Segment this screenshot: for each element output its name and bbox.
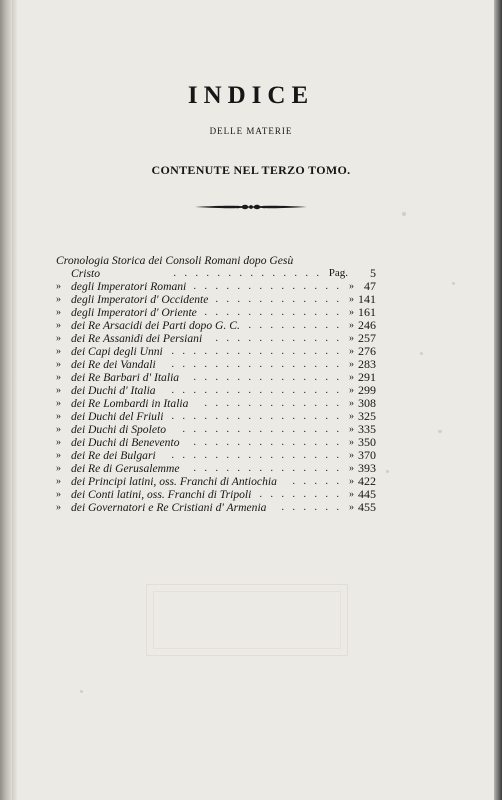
ditto-mark: » — [56, 476, 61, 487]
toc-entry-page: 47 — [364, 279, 376, 293]
toc-entry-text: dei Duchi d' Italia — [71, 384, 156, 397]
toc-entry-page: 350 — [358, 435, 376, 449]
ditto-mark-page: » — [349, 359, 354, 370]
foxing-spot — [420, 352, 423, 355]
leader-dots: . . . . . . . . . . . . . — [204, 398, 342, 409]
ditto-mark-page: » — [349, 385, 354, 396]
toc-entries — [56, 280, 376, 514]
toc-entry-text: degli Imperatori d' Oriente — [71, 306, 197, 319]
toc-entry-page: 257 — [358, 331, 376, 345]
toc-entry-text: dei Duchi di Spoleto — [71, 423, 166, 436]
leader-dots: . . . . . . . . . . . . . . . . — [171, 450, 342, 461]
ditto-mark-page: » — [349, 463, 354, 474]
ditto-mark: » — [56, 359, 61, 370]
ditto-mark-page: » — [349, 281, 354, 292]
toc-entry-text: dei Duchi del Friuli — [71, 410, 164, 423]
toc-entry-page: 299 — [358, 383, 376, 397]
leader-dots: . . . . . . — [281, 502, 342, 513]
toc-entry-text: dei Re Arsacidi dei Parti dopo G. C. — [71, 319, 240, 332]
toc-row — [56, 332, 376, 345]
ditto-mark: » — [56, 307, 61, 318]
page-label: Pag. — [328, 267, 348, 279]
leader-dots: . . . . . . . . . . . . . . — [193, 463, 342, 474]
ditto-mark-page: » — [349, 320, 354, 331]
ditto-mark-page: » — [349, 489, 354, 500]
ditto-mark: » — [56, 489, 61, 500]
toc-entry-page: 308 — [358, 396, 376, 410]
leader-dots: . . . . . . . . . . . . — [215, 294, 342, 305]
page-binding-edge — [0, 0, 12, 800]
toc-entry-text: dei Governatori e Re Cristiani d' Armenia — [71, 501, 267, 514]
toc-entry-page: 445 — [358, 487, 376, 501]
toc-row — [56, 475, 376, 488]
toc-entry-page: 335 — [358, 422, 376, 436]
subtitle-materie: DELLE MATERIE — [209, 126, 293, 136]
page-binding-shadow — [12, 0, 18, 800]
foxing-spot — [386, 470, 389, 473]
page-right-edge — [494, 0, 502, 800]
foxing-spot — [438, 430, 442, 433]
toc-entry-text: dei Re di Gerusalemme — [71, 462, 180, 475]
toc-row — [56, 371, 376, 384]
leader-dots: . . . . . . . . — [259, 489, 342, 500]
toc-row — [56, 358, 376, 371]
toc-row — [56, 384, 376, 397]
ditto-mark: » — [56, 385, 61, 396]
ditto-mark: » — [56, 346, 61, 357]
ditto-mark: » — [56, 294, 61, 305]
ditto-mark-page: » — [349, 372, 354, 383]
table-of-contents — [56, 254, 376, 514]
toc-entry-text: dei Re dei Bulgari — [71, 449, 156, 462]
toc-entry-page: 291 — [358, 370, 376, 384]
toc-row — [56, 306, 376, 319]
toc-entry-page: 5 — [370, 266, 376, 280]
ditto-mark: » — [56, 281, 61, 292]
leader-dots: . . . . . . . . . . . . . . — [173, 268, 322, 279]
ditto-mark-page: » — [349, 346, 354, 357]
leader-dots: . . . . . . . . . . . . — [215, 333, 342, 344]
toc-entry-page: 283 — [358, 357, 376, 371]
leader-dots: . . . . . . . . . . . . . — [204, 307, 342, 318]
toc-row — [56, 488, 376, 501]
leader-dots: . . . . . . . . . . . . . . . . — [171, 385, 342, 396]
ditto-mark-page: » — [349, 333, 354, 344]
leader-dots: . . . . . . . . . . . . . . . . — [171, 359, 342, 370]
toc-row — [56, 501, 376, 514]
ditto-mark: » — [56, 411, 61, 422]
toc-entry-page: 393 — [358, 461, 376, 475]
ditto-mark: » — [56, 372, 61, 383]
toc-entry-page: 161 — [358, 305, 376, 319]
toc-row — [56, 345, 376, 358]
ditto-mark: » — [56, 502, 61, 513]
library-stamp-border — [153, 591, 341, 649]
ditto-mark-page: » — [349, 307, 354, 318]
foxing-spot — [452, 282, 455, 285]
leader-dots: . . . . . . . . . . . . . . . . — [171, 346, 342, 357]
ditto-mark: » — [56, 424, 61, 435]
toc-entry-page: 370 — [358, 448, 376, 462]
ditto-mark-page: » — [349, 398, 354, 409]
toc-row — [56, 319, 376, 332]
toc-row — [56, 410, 376, 423]
leader-dots: . . . . . . . . . — [248, 320, 342, 331]
leader-dots: . . . . . . . . . . . . . . — [193, 437, 342, 448]
leader-dots: . . . . . — [292, 476, 342, 487]
toc-row — [56, 293, 376, 306]
ornament-divider-icon — [193, 202, 309, 212]
toc-entry-page: 276 — [358, 344, 376, 358]
toc-row — [56, 436, 376, 449]
ditto-mark: » — [56, 437, 61, 448]
toc-entry-text: degli Imperatori Romani — [71, 280, 187, 293]
library-stamp — [146, 584, 348, 656]
ditto-mark: » — [56, 333, 61, 344]
toc-entry-text: dei Capi degli Unni — [71, 345, 163, 358]
ditto-mark: » — [56, 450, 61, 461]
ditto-mark: » — [56, 463, 61, 474]
toc-entry-text: dei Re Assanidi dei Persiani — [71, 332, 203, 345]
toc-row — [56, 423, 376, 436]
page-title: INDICE — [187, 82, 315, 109]
toc-entry-text: dei Conti latini, oss. Franchi di Tripoli — [71, 488, 252, 501]
toc-entry-page: 455 — [358, 500, 376, 514]
ditto-mark-page: » — [349, 450, 354, 461]
foxing-spot — [80, 690, 83, 693]
ditto-mark-page: » — [349, 294, 354, 305]
ditto-mark-page: » — [349, 437, 354, 448]
leader-dots: . . . . . . . . . . . . . . . . — [171, 411, 342, 422]
foxing-spot — [402, 212, 406, 216]
toc-row-first — [56, 267, 376, 280]
toc-entry-page: 246 — [358, 318, 376, 332]
toc-entry-page: 141 — [358, 292, 376, 306]
toc-entry-text: degli Imperatori d' Occidente — [71, 293, 209, 306]
toc-entry-text: dei Principi latini, oss. Franchi di Antiochia — [71, 475, 277, 488]
subtitle-volume: CONTENUTE NEL TERZO TOMO. — [151, 163, 351, 177]
toc-entry-text: dei Re dei Vandali — [71, 358, 156, 371]
toc-row — [56, 280, 376, 293]
toc-entry-page: 422 — [358, 474, 376, 488]
ditto-mark-page: » — [349, 476, 354, 487]
toc-row — [56, 462, 376, 475]
ditto-mark-page: » — [349, 411, 354, 422]
leader-dots: . . . . . . . . . . . . . . — [193, 372, 342, 383]
ditto-mark-page: » — [349, 424, 354, 435]
leader-dots: . . . . . . . . . . . . . . — [193, 281, 342, 292]
ditto-mark-page: » — [349, 502, 354, 513]
toc-intro-line: Cronologia Storica dei Consoli Romani dopo Gesù — [56, 254, 294, 267]
toc-row — [56, 397, 376, 410]
toc-row — [56, 449, 376, 462]
ditto-mark: » — [56, 398, 61, 409]
toc-entry-text: dei Re Barbari d' Italia — [71, 371, 180, 384]
toc-entry-text: dei Re Lombardi in Italia — [71, 397, 189, 410]
ditto-mark: » — [56, 320, 61, 331]
leader-dots: . . . . . . . . . . . . . . . — [182, 424, 342, 435]
toc-entry-text: dei Duchi di Benevento — [71, 436, 180, 449]
toc-entry-page: 325 — [358, 409, 376, 423]
toc-entry-text: Cristo — [71, 267, 100, 280]
